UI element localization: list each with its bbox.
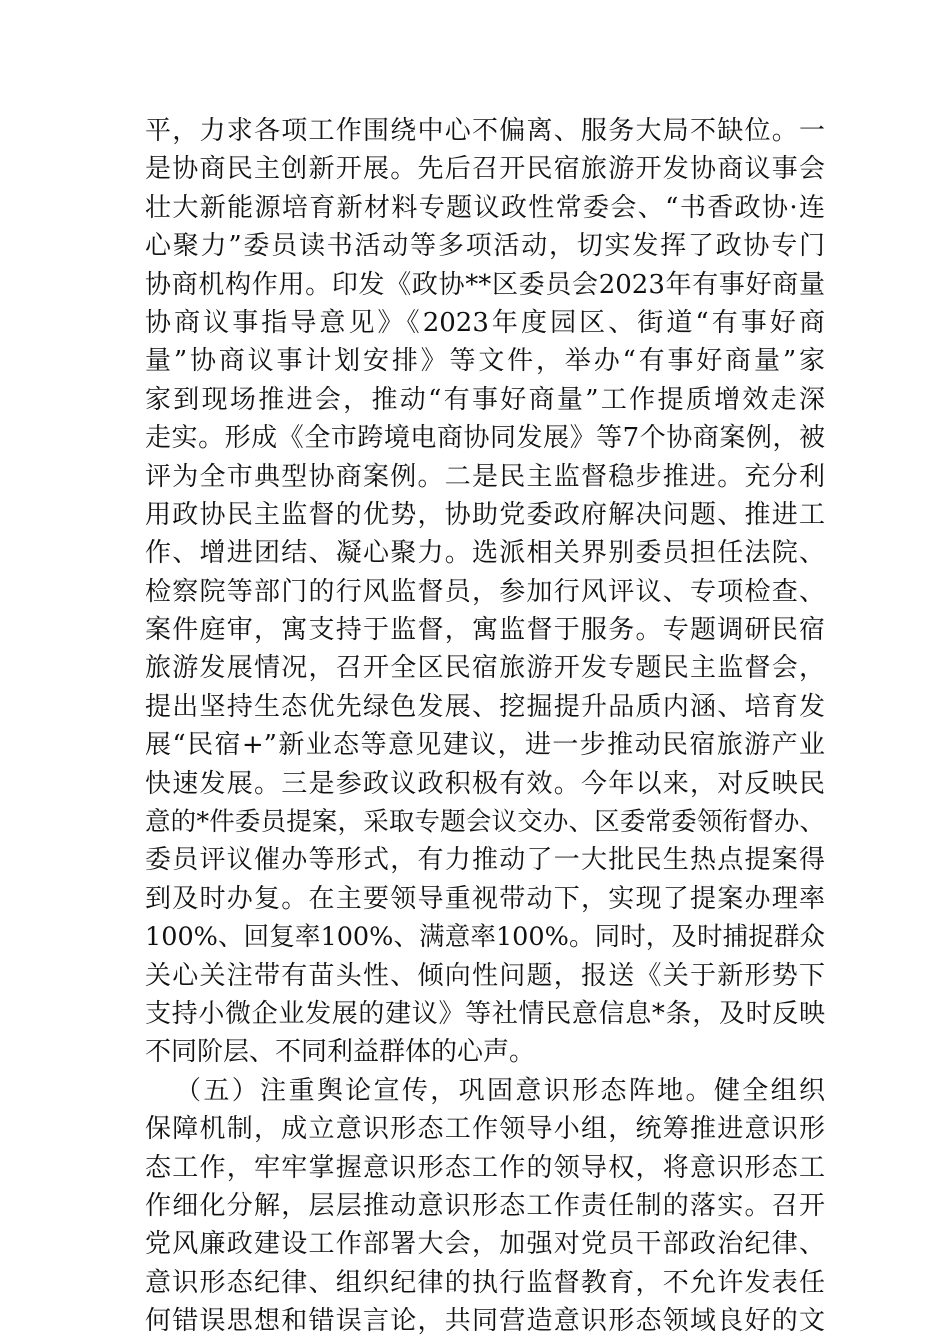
text-line: 作、增进团结、凝心聚力。选派相关界别委员担任法院、 — [145, 538, 825, 569]
text-line: 意识形态纪律、组织纪律的执行监督教育，不允许发表任 — [145, 1267, 825, 1298]
section-heading-line: （五）注重舆论宣传，巩固意识形态阵地。健全组织 — [175, 1075, 825, 1106]
text-line: 委员评议催办等形式，有力推动了一大批民生热点提案得 — [145, 845, 825, 876]
text-line: 评为全市典型协商案例。二是民主监督稳步推进。充分利 — [145, 461, 825, 492]
text-line: 心聚力”委员读书活动等多项活动，切实发挥了政协专门 — [145, 231, 825, 262]
paragraph-end-line: 不同阶层、不同利益群体的心声。 — [145, 1037, 536, 1068]
text-line: 关心关注带有苗头性、倾向性问题，报送《关于新形势下 — [145, 960, 825, 991]
text-line: 提出坚持生态优先绿色发展、挖掘提升品质内涵、培育发 — [145, 691, 825, 722]
text-line: 案件庭审，寓支持于监督，寓监督于服务。专题调研民宿 — [145, 615, 825, 646]
text-line: 壮大新能源培育新材料专题议政性常委会、“书香政协·连 — [145, 192, 825, 223]
text-line: 作细化分解，层层推动意识形态工作责任制的落实。召开 — [145, 1190, 825, 1221]
text-line: 协商机构作用。印发《政协**区委员会2023年有事好商量 — [145, 269, 825, 300]
text-line: 用政协民主监督的优势，协助党委政府解决问题、推进工 — [145, 499, 825, 530]
text-line: 旅游发展情况，召开全区民宿旅游开发专题民主监督会， — [145, 653, 825, 684]
text-line: 平，力求各项工作围绕中心不偏离、服务大局不缺位。一 — [145, 116, 825, 146]
text-line: 家到现场推进会，推动“有事好商量”工作提质增效走深 — [145, 384, 825, 415]
text-line: 态工作，牢牢掌握意识形态工作的领导权，将意识形态工 — [145, 1152, 825, 1183]
text-line: 到及时办复。在主要领导重视带动下，实现了提案办理率 — [145, 883, 825, 914]
text-line: 走实。形成《全市跨境电商协同发展》等7个协商案例，被 — [145, 423, 825, 454]
text-line: 协商议事指导意见》《2023年度园区、街道“有事好商 — [145, 307, 825, 338]
text-line: 何错误思想和错误言论，共同营造意识形态领域良好的文 — [145, 1306, 825, 1337]
text-line: 快速发展。三是参政议政积极有效。今年以来，对反映民 — [145, 768, 825, 799]
text-line: 展“民宿+”新业态等意见建议，进一步推动民宿旅游产业 — [145, 730, 825, 761]
text-line: 100%、回复率100%、满意率100%。同时，及时捕捉群众 — [145, 922, 825, 953]
text-line: 量”协商议事计划安排》等文件，举办“有事好商量”家 — [145, 346, 825, 377]
body-text — [145, 112, 825, 1341]
text-line: 支持小微企业发展的建议》等社情民意信息*条，及时反映 — [145, 998, 825, 1029]
text-line: 是协商民主创新开展。先后召开民宿旅游开发协商议事会 — [145, 154, 825, 185]
text-line: 检察院等部门的行风监督员，参加行风评议、专项检查、 — [145, 576, 825, 607]
text-line: 保障机制，成立意识形态工作领导小组，统筹推进意识形 — [145, 1114, 825, 1145]
text-line: 意的*件委员提案，采取专题会议交办、区委常委领衔督办、 — [145, 807, 825, 838]
text-line: 党风廉政建设工作部署大会，加强对党员干部政治纪律、 — [145, 1229, 825, 1260]
